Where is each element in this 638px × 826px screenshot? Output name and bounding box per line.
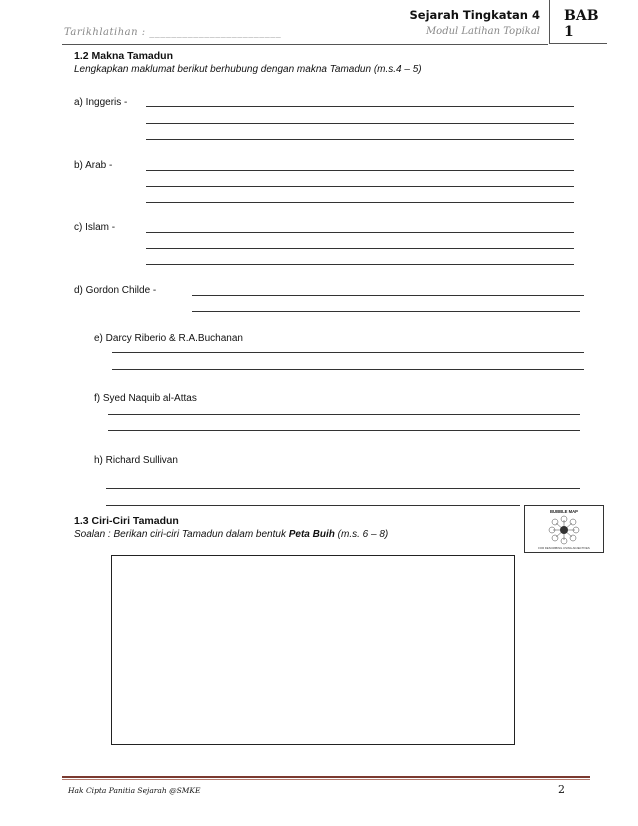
- answer-line[interactable]: [146, 202, 574, 203]
- section-1-3-instruction: [74, 529, 388, 540]
- answer-box[interactable]: [111, 555, 515, 745]
- answer-line[interactable]: [146, 106, 574, 107]
- section-1-2-heading: 1.2 Makna Tamadun: [74, 50, 174, 62]
- page-number: 2: [558, 783, 565, 796]
- footer-divider: [62, 776, 590, 778]
- bubble-map-label: BUBBLE MAP: [550, 509, 578, 514]
- footer-divider-thin: [62, 779, 590, 780]
- answer-line[interactable]: [146, 264, 574, 265]
- answer-line[interactable]: [106, 505, 520, 506]
- bubble-map-thumbnail: [524, 505, 604, 553]
- footer-copyright: Hak Cipta Panitia Sejarah @SMKE: [68, 786, 201, 795]
- chapter-badge: [549, 0, 607, 44]
- bubble-map-icon: [525, 506, 603, 552]
- bubble-map-caption: FOR DESCRIBING USING ADJECTIVES: [538, 546, 590, 550]
- answer-line[interactable]: [108, 430, 580, 431]
- header-subtitle: Modul Latihan Topikal: [425, 26, 540, 37]
- item-label-richard-sullivan: h) Richard Sullivan: [94, 455, 178, 466]
- answer-line[interactable]: [146, 170, 574, 171]
- section-1-3-heading: 1.3 Ciri-Ciri Tamadun: [74, 515, 179, 527]
- answer-line[interactable]: [112, 369, 584, 370]
- item-label-darcy-riberio: e) Darcy Riberio & R.A.Buchanan: [94, 333, 243, 344]
- answer-line[interactable]: [192, 311, 580, 312]
- answer-line[interactable]: [146, 123, 574, 124]
- answer-line[interactable]: [192, 295, 584, 296]
- instruction-suffix: (m.s. 6 – 8): [334, 529, 389, 540]
- section-1-2-instruction: Lengkapkan maklumat berikut berhubung dengan makna Tamadun (m.s.4 – 5): [74, 64, 422, 75]
- answer-line[interactable]: [108, 414, 580, 415]
- instruction-bold: Peta Buih: [288, 529, 335, 540]
- item-label-islam: c) Islam -: [74, 222, 116, 233]
- instruction-prefix: Soalan : Berikan ciri-ciri Tamadun dalam bentuk: [74, 529, 289, 540]
- item-label-syed-naquib: f) Syed Naquib al-Attas: [94, 393, 197, 404]
- item-label-inggeris: a) Inggeris -: [74, 97, 128, 108]
- item-label-gordon-childe: d) Gordon Childe -: [74, 285, 157, 296]
- answer-line[interactable]: [146, 232, 574, 233]
- answer-line[interactable]: [146, 186, 574, 187]
- chapter-label: BAB 1: [564, 8, 599, 40]
- answer-line[interactable]: [146, 248, 574, 249]
- header-divider: [62, 44, 548, 45]
- date-label: Tarikhlatihan : ________________________: [64, 27, 282, 38]
- header-title: Sejarah Tingkatan 4: [409, 8, 540, 22]
- answer-line[interactable]: [106, 488, 580, 489]
- answer-line[interactable]: [112, 352, 584, 353]
- item-label-arab: b) Arab -: [74, 160, 113, 171]
- answer-line[interactable]: [146, 139, 574, 140]
